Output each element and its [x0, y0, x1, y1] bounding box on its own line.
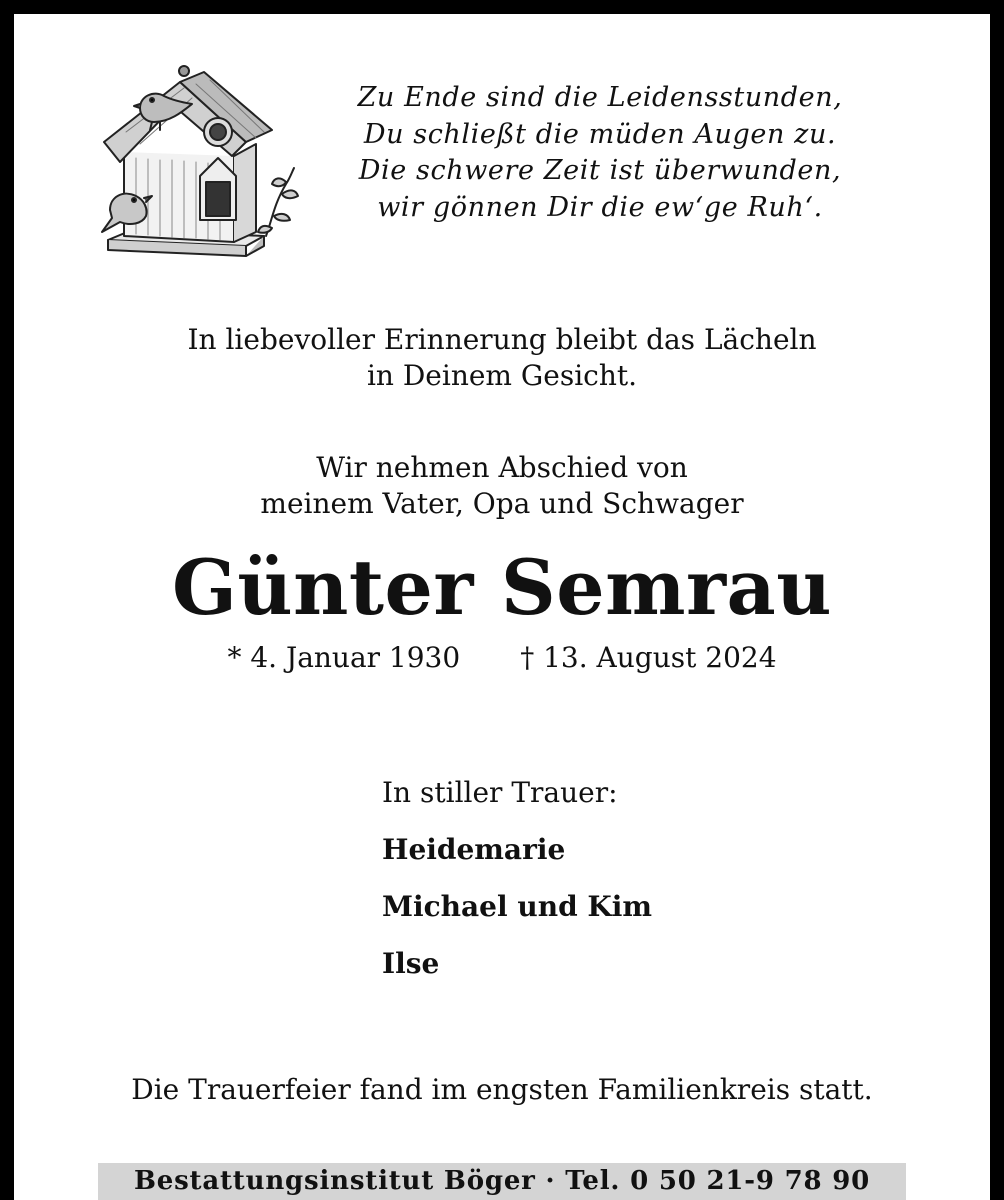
memory-text: [0, 322, 1004, 394]
funeral-home-footer: Bestattungsinstitut Böger · Tel. 0 50 21-9 78 90: [98, 1163, 906, 1200]
life-dates: [0, 640, 1004, 676]
mourners-block: [382, 775, 652, 1003]
birdhouse-with-birds-icon: [96, 60, 306, 275]
memory-line: In liebevoller Erinnerung bleibt das Lächeln: [187, 323, 817, 356]
poem-line: wir gönnen Dir die ew‘ge Ruh‘.: [377, 191, 823, 223]
service-note: Die Trauerfeier fand im engsten Familienkreis statt.: [131, 1073, 873, 1106]
memory-line: in Deinem Gesicht.: [366, 359, 638, 392]
mourner-name: Heidemarie: [382, 833, 566, 866]
death-date: † 13. August 2024: [520, 641, 777, 674]
poem: [330, 80, 870, 226]
mourner-name: Ilse: [382, 947, 440, 980]
poem-line: Die schwere Zeit ist überwunden,: [358, 155, 842, 186]
mourners-intro: In stiller Trauer:: [382, 776, 618, 809]
farewell-text: [0, 450, 1004, 522]
farewell-line: Wir nehmen Abschied von: [316, 451, 688, 484]
mourner-name: Michael und Kim: [382, 890, 653, 923]
poem-line: Zu Ende sind die Leidensstunden,: [357, 82, 843, 113]
farewell-line: meinem Vater, Opa und Schwager: [260, 487, 744, 520]
deceased-name: Günter Semrau: [171, 543, 833, 632]
poem-line: Du schließt die müden Augen zu.: [363, 118, 837, 150]
birth-date: * 4. Januar 1930: [227, 641, 461, 674]
